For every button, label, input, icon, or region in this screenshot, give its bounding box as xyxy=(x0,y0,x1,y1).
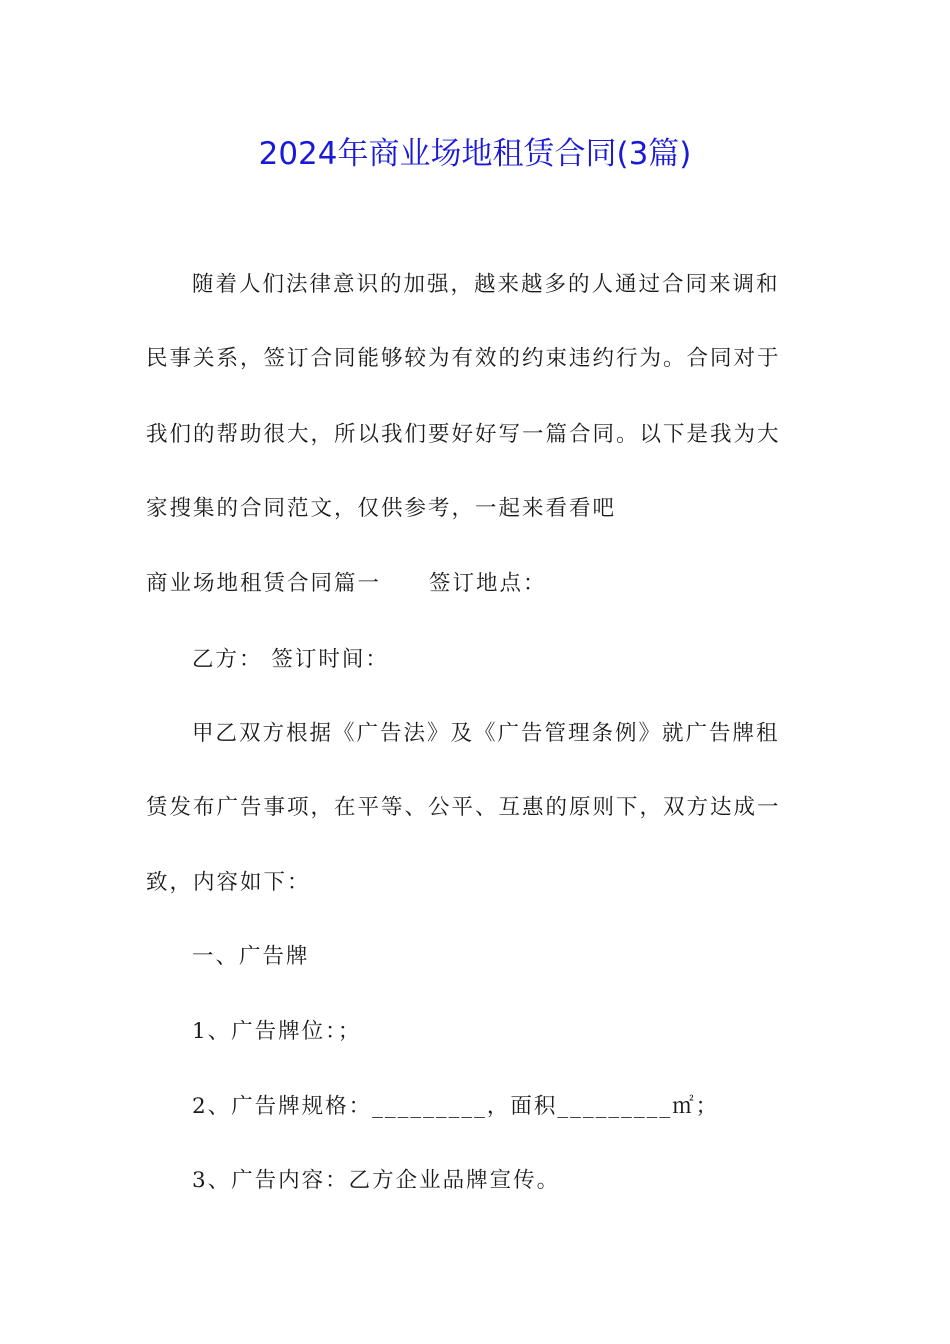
section-heading: 商业场地租赁合同篇一 xyxy=(146,571,382,596)
body-line-3: 致，内容如下： xyxy=(146,870,311,895)
body-line-1: 甲乙双方根据《广告法》及《广告管理条例》就广告牌租 xyxy=(192,721,780,746)
intro-line-3: 我们的帮助很大，所以我们要好好写一篇合同。以下是我为大 xyxy=(146,422,781,447)
clause-3: 3、广告内容：乙方企业品牌宣传。 xyxy=(192,1168,561,1193)
intro-line-1: 随着人们法律意识的加强，越来越多的人通过合同来调和 xyxy=(192,272,780,297)
intro-line-4: 家搜集的合同范文，仅供参考，一起来看看吧 xyxy=(146,496,617,521)
body-line-2: 赁发布广告事项，在平等、公平、互惠的原则下，双方达成一 xyxy=(146,795,781,820)
section-heading-line xyxy=(146,569,547,599)
clause-1: 1、广告牌位：； xyxy=(192,1019,362,1044)
clause-heading: 一、广告牌 xyxy=(192,944,310,969)
party-b-label: 乙方： xyxy=(192,647,263,672)
document-title: 2024年商业场地租赁合同(3篇) xyxy=(258,136,692,172)
intro-line-2: 民事关系，签订合同能够较为有效的约束违约行为。合同对于 xyxy=(146,346,781,371)
signing-time-label: 签订时间： xyxy=(271,647,389,672)
party-line xyxy=(192,645,389,675)
signing-place-label: 签订地点： xyxy=(429,571,547,596)
clause-2: 2、广告牌规格：_________，面积_________㎡； xyxy=(192,1094,720,1119)
